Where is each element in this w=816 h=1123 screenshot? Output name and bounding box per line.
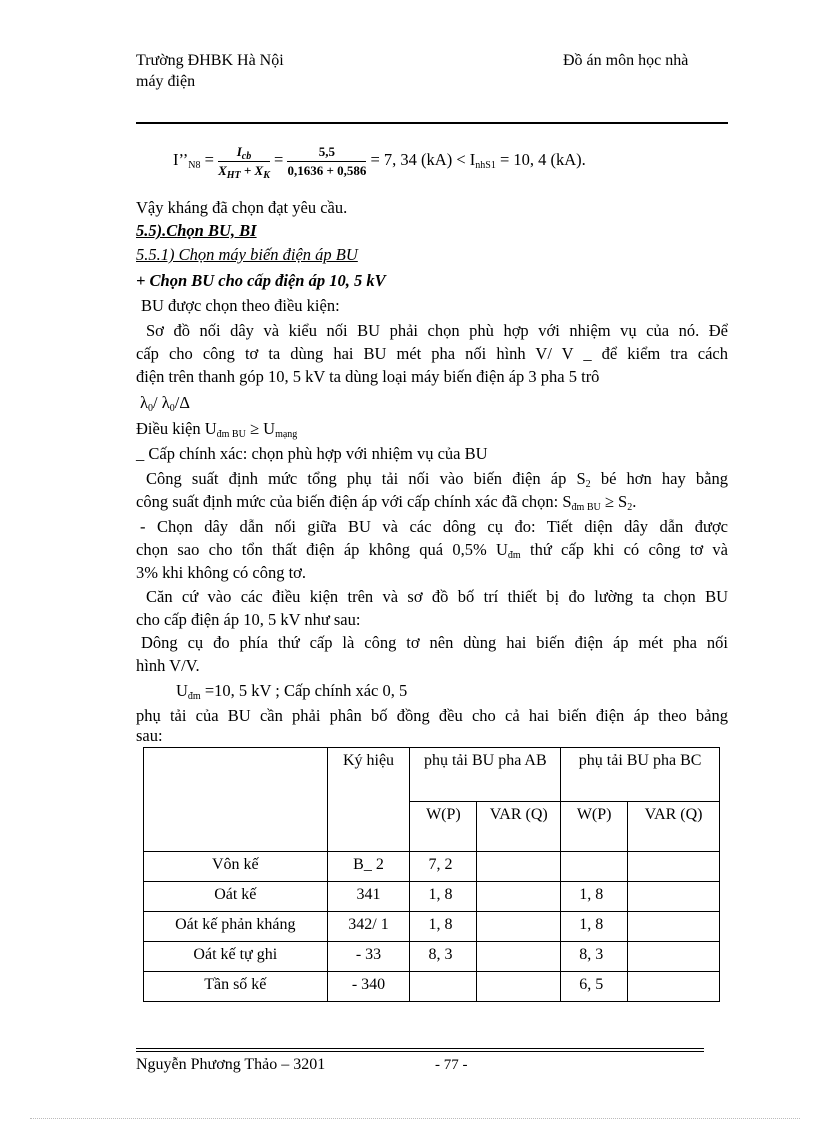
text-line: điện trên thanh góp 10, 5 kV ta dùng loại máy biến điện áp 3 pha 5 trô xyxy=(136,367,600,386)
section-heading: 5.5).Chọn BU, BI xyxy=(136,221,257,240)
text-line: Sơ đồ nối dây và kiểu nối BU phải chọn phù hợp với nhiệm vụ của nó. Để xyxy=(146,321,728,340)
text-line: _ Cấp chính xác: chọn phù hợp với nhiệm vụ của BU xyxy=(136,444,488,463)
formula-rhs: = 7, 34 $(kA) < I_{nhS1} = 10$, 4 (kA). xyxy=(370,150,586,171)
text-line: $\lambda_0/$ $\lambda_0/\Delta$ xyxy=(140,393,190,414)
text-line: - Chọn dây dẫn nối giữa BU và các dông cụ đo: Tiết diện dây dẫn được xyxy=(140,517,728,536)
table-row: Oát kế tự ghi - 33 8, 3 8, 3 xyxy=(144,942,720,972)
header-rule xyxy=(136,122,728,124)
footer-author: Nguyễn Phương Thảo – 3201 xyxy=(136,1056,326,1073)
formula-equals: = xyxy=(204,150,214,169)
text-line: Dông cụ đo phía thứ cấp là công tơ nên dùng hai biến điện áp mét pha nối xyxy=(141,633,728,652)
table-subheader-ab-w: W(P) xyxy=(410,802,477,852)
page-number: - 77 - xyxy=(435,1057,468,1073)
text-line: Vậy kháng đã chọn đạt yêu cầu. xyxy=(136,198,348,217)
text-line: chọn sao cho tổn thất điện áp không quá 0,5% $U_{đm}$ thứ cấp khi có công tơ và xyxy=(136,540,728,561)
formula xyxy=(173,142,586,179)
text-line: phụ tải của BU cần phải phân bố đồng đều cho cả hai biến điện áp theo bảng xyxy=(136,706,728,725)
table-header-name xyxy=(144,748,328,852)
table-header-bc: phụ tải BU pha BC xyxy=(561,748,720,802)
footer-rule-top xyxy=(136,1048,704,1049)
table-subheader-bc-var: VAR (Q) xyxy=(628,802,720,852)
footer-rule-bottom xyxy=(136,1051,704,1052)
text-line: 3% khi không có công tơ. xyxy=(136,563,307,582)
header-course: Đồ án môn học nhà xyxy=(563,52,689,69)
text-line: sau: xyxy=(136,726,163,745)
formula-lhs: $I’’_{N8}$ xyxy=(173,150,201,171)
text-line: $U_{đm} =10$, 5 kV ; Cấp chính xác 0, 5 xyxy=(176,681,408,702)
formula-fraction-1: $\frac{I_{cb}}{X_{HT} + X_K}$ xyxy=(218,143,270,181)
bu-load-table xyxy=(143,747,720,1002)
table-row: Oát kế phản kháng 342/ 1 1, 8 1, 8 xyxy=(144,912,720,942)
text-line: Công suất định mức tổng phụ tải nối vào biến điện áp $S_2$ bé hơn hay bằng xyxy=(146,469,728,490)
text-line: công suất định mức của biến điện áp với cấp chính xác đã chọn: $S_{đm BU} \ge S_2$. xyxy=(136,492,637,513)
text-line: Điều kiện $U_{đm BU} \ge U_{mạng}$ xyxy=(136,419,298,440)
text-line: hình V/V. xyxy=(136,656,200,675)
text-line: cấp cho công tơ ta dùng hai BU mét pha nối hình V/ V _ để kiểm tra cách xyxy=(136,344,728,363)
item-heading: + Chọn BU cho cấp điện áp 10, 5 kV xyxy=(136,271,386,290)
table-subheader-bc-w: W(P) xyxy=(561,802,628,852)
header-school: Trường ĐHBK Hà Nội xyxy=(136,52,284,69)
text-line: Căn cứ vào các điều kiện trên và sơ đồ bố trí thiết bị đo lường ta chọn BU xyxy=(146,587,728,606)
table-header-ab: phụ tải BU pha AB xyxy=(410,748,561,802)
subsection-heading: 5.5.1) Chọn máy biến điện áp BU xyxy=(136,245,358,264)
header-school-cont: máy điện xyxy=(136,73,196,90)
table-row: Tần số kế - 340 6, 5 xyxy=(144,972,720,1002)
text-line: BU được chọn theo điều kiện: xyxy=(141,296,340,315)
table-row: Vôn kế B_ 2 7, 2 xyxy=(144,852,720,882)
table-subheader-ab-var: VAR (Q) xyxy=(477,802,561,852)
formula-equals-2: = xyxy=(274,150,284,169)
text-line: cho cấp điện áp 10, 5 kV như sau: xyxy=(136,610,361,629)
table-row: Oát kế 341 1, 8 1, 8 xyxy=(144,882,720,912)
table-header-code: Ký hiệu xyxy=(327,748,410,852)
page-edge xyxy=(30,1118,800,1119)
formula-fraction-2: $\frac{5,5}{0,1636 + 0,586}$ xyxy=(287,143,367,178)
